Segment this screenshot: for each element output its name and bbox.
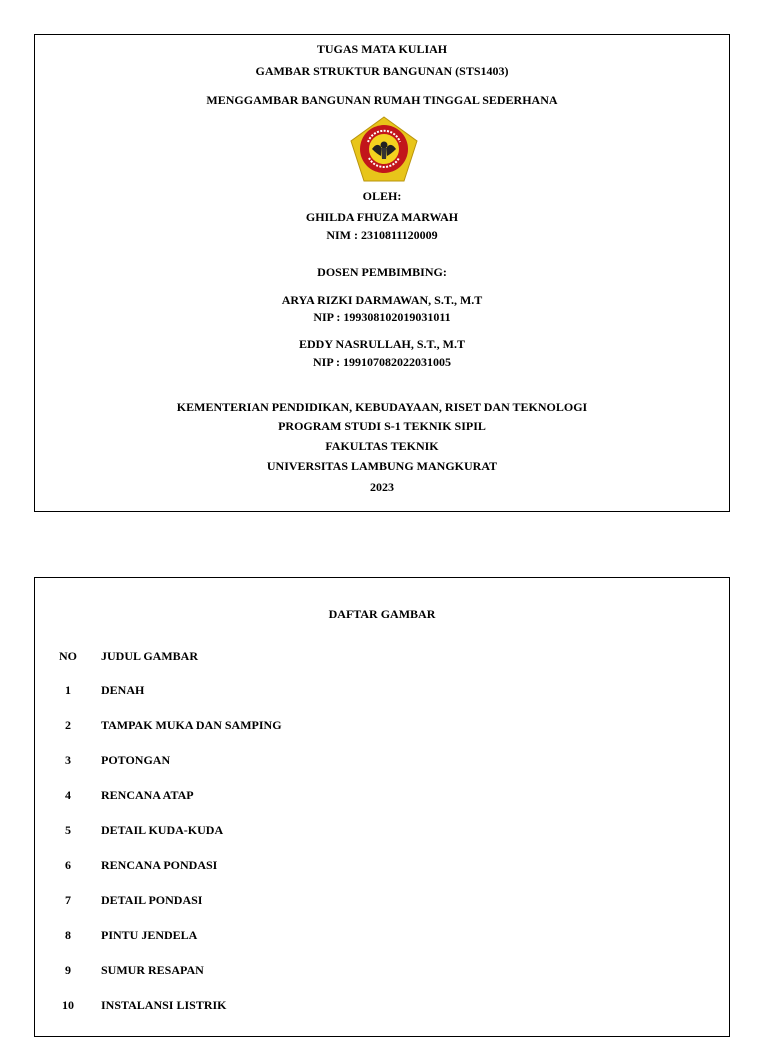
advisor-label: DOSEN PEMBIMBING: xyxy=(317,265,447,279)
table-row xyxy=(35,787,729,803)
advisor-2-nip: NIP : 199107082022031005 xyxy=(313,355,451,369)
row-title: RENCANA PONDASI xyxy=(101,858,218,872)
advisor-1-nip: NIP : 199308102019031011 xyxy=(313,310,451,324)
row-title: DETAIL PONDASI xyxy=(101,893,203,907)
row-number: 9 xyxy=(65,963,71,977)
row-number: 6 xyxy=(65,858,71,872)
year: 2023 xyxy=(370,480,394,494)
row-number: 7 xyxy=(65,893,71,907)
advisor-1-name: ARYA RIZKI DARMAWAN, S.T., M.T xyxy=(281,293,483,307)
cover-page xyxy=(34,34,730,512)
student-nim: NIM : 2310811120009 xyxy=(326,228,438,242)
row-number: 5 xyxy=(65,823,71,837)
project-title: MENGGAMBAR BANGUNAN RUMAH TINGGAL SEDERHANA xyxy=(206,93,558,107)
table-row xyxy=(35,682,729,698)
table-row xyxy=(35,997,729,1013)
table-row xyxy=(35,857,729,873)
row-title: DETAIL KUDA-KUDA xyxy=(101,823,224,837)
column-header-title: JUDUL GAMBAR xyxy=(101,649,199,663)
row-number: 2 xyxy=(65,718,71,732)
row-number: 10 xyxy=(62,998,74,1012)
by-label: OLEH: xyxy=(362,189,402,203)
row-number: 1 xyxy=(65,683,71,697)
table-row xyxy=(35,717,729,733)
row-title: INSTALANSI LISTRIK xyxy=(101,998,227,1012)
row-title: SUMUR RESAPAN xyxy=(101,963,204,977)
column-header-no: NO xyxy=(59,649,77,663)
table-row xyxy=(35,892,729,908)
row-number: 8 xyxy=(65,928,71,942)
drawing-list-page xyxy=(34,577,730,1037)
course-line-1: TUGAS MATA KULIAH xyxy=(316,42,448,56)
table-row xyxy=(35,927,729,943)
university-logo xyxy=(350,116,418,182)
institution-line-3: FAKULTAS TEKNIK xyxy=(325,439,439,453)
institution-line-1: KEMENTERIAN PENDIDIKAN, KEBUDAYAAN, RISET DAN TEKNOLOGI xyxy=(176,400,588,414)
row-title: TAMPAK MUKA DAN SAMPING xyxy=(101,718,282,732)
row-title: DENAH xyxy=(101,683,145,697)
row-title: RENCANA ATAP xyxy=(101,788,194,802)
table-header xyxy=(35,648,729,664)
table-row xyxy=(35,822,729,838)
drawing-list-heading: DAFTAR GAMBAR xyxy=(328,607,436,621)
advisor-2-name: EDDY NASRULLAH, S.T., M.T xyxy=(298,337,466,351)
student-name: GHILDA FHUZA MARWAH xyxy=(305,210,459,224)
institution-line-2: PROGRAM STUDI S-1 TEKNIK SIPIL xyxy=(278,419,486,433)
row-title: POTONGAN xyxy=(101,753,171,767)
row-number: 3 xyxy=(65,753,71,767)
table-row xyxy=(35,752,729,768)
course-line-2: GAMBAR STRUKTUR BANGUNAN (STS1403) xyxy=(255,64,509,78)
row-number: 4 xyxy=(65,788,71,802)
row-title: PINTU JENDELA xyxy=(101,928,198,942)
table-row xyxy=(35,962,729,978)
institution-line-4: UNIVERSITAS LAMBUNG MANGKURAT xyxy=(266,459,498,473)
